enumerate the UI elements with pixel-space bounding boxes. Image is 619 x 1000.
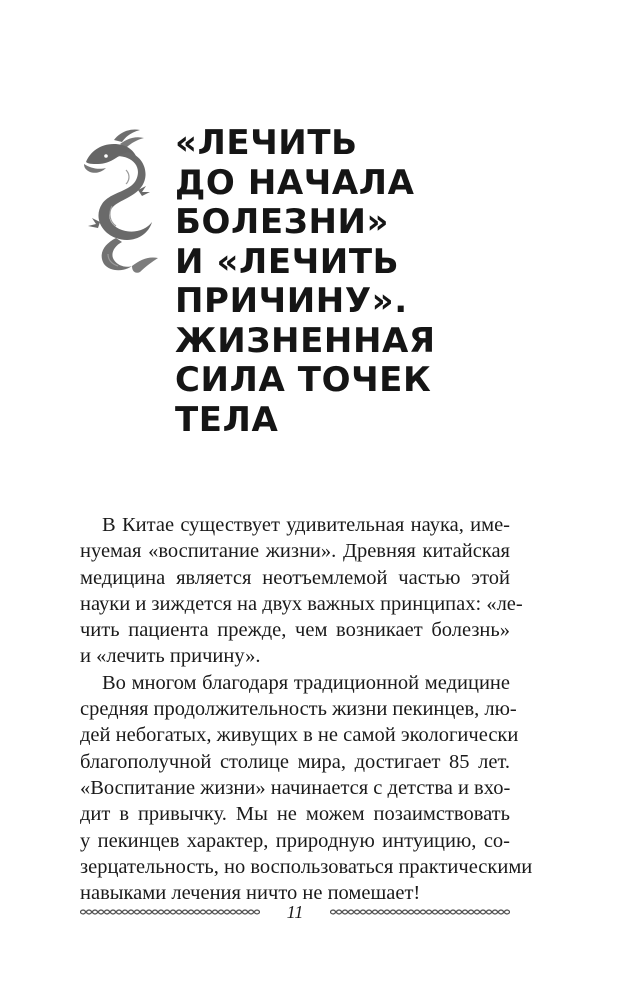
chapter-title-line: ДО НАЧАЛА — [175, 162, 415, 203]
text-line: средняя продолжительность жизни пекинцев, лю- — [80, 698, 517, 721]
chapter-title-line: БОЛЕЗНИ» — [175, 202, 390, 242]
ornament-divider-left — [80, 908, 260, 916]
page-number: 11 — [286, 902, 304, 922]
text-line: у пекинцев характер, природную интуицию, со- — [80, 829, 510, 852]
body-text — [80, 512, 533, 906]
text-line: науки и зиждется на двух важных принципах: «ле- — [80, 592, 523, 615]
ornament-divider-right — [330, 908, 510, 916]
chapter-title-line: СИЛА ТОЧЕК — [175, 360, 432, 400]
text-line: «Воспитание жизни» начинается с детства и вхо- — [80, 776, 511, 799]
text-line: дей небогатых, живущих в не самой экологически — [80, 724, 519, 747]
chapter-title-line: ТЕЛА — [175, 399, 279, 440]
chapter-title — [175, 124, 595, 440]
text-line: В Китае существует удивительная наука, име- — [102, 514, 510, 536]
text-line: медицина является неотъемлемой частью этой — [80, 566, 510, 589]
text-line: дит в привычку. Мы не можем позаимствовать — [80, 803, 510, 826]
paragraph-2 — [80, 670, 533, 907]
chapter-title-line: ЖИЗНЕННАЯ — [175, 320, 436, 361]
text-line: нуемая «воспитание жизни». Древняя китайская — [80, 540, 510, 563]
paragraph-1 — [80, 512, 523, 670]
text-line: и «лечить причину». — [80, 645, 261, 668]
page-footer — [80, 900, 510, 924]
text-line: чить пациента прежде, чем возникает болезнь» — [80, 619, 510, 642]
text-line: навыками лечения ничто не помешает! — [80, 882, 421, 905]
dragon-icon — [76, 126, 166, 276]
text-line: благополучной столице мира, достигает 85 лет. — [80, 750, 510, 773]
chapter-title-line: ПРИЧИНУ». — [175, 281, 408, 321]
chapter-title-line: «ЛЕЧИТЬ — [175, 123, 358, 163]
chapter-title-line: И «ЛЕЧИТЬ — [175, 241, 400, 282]
text-line: зерцательность, но воспользоваться практическими — [80, 855, 533, 878]
text-line: Во многом благодаря традиционной медицине — [102, 671, 510, 694]
